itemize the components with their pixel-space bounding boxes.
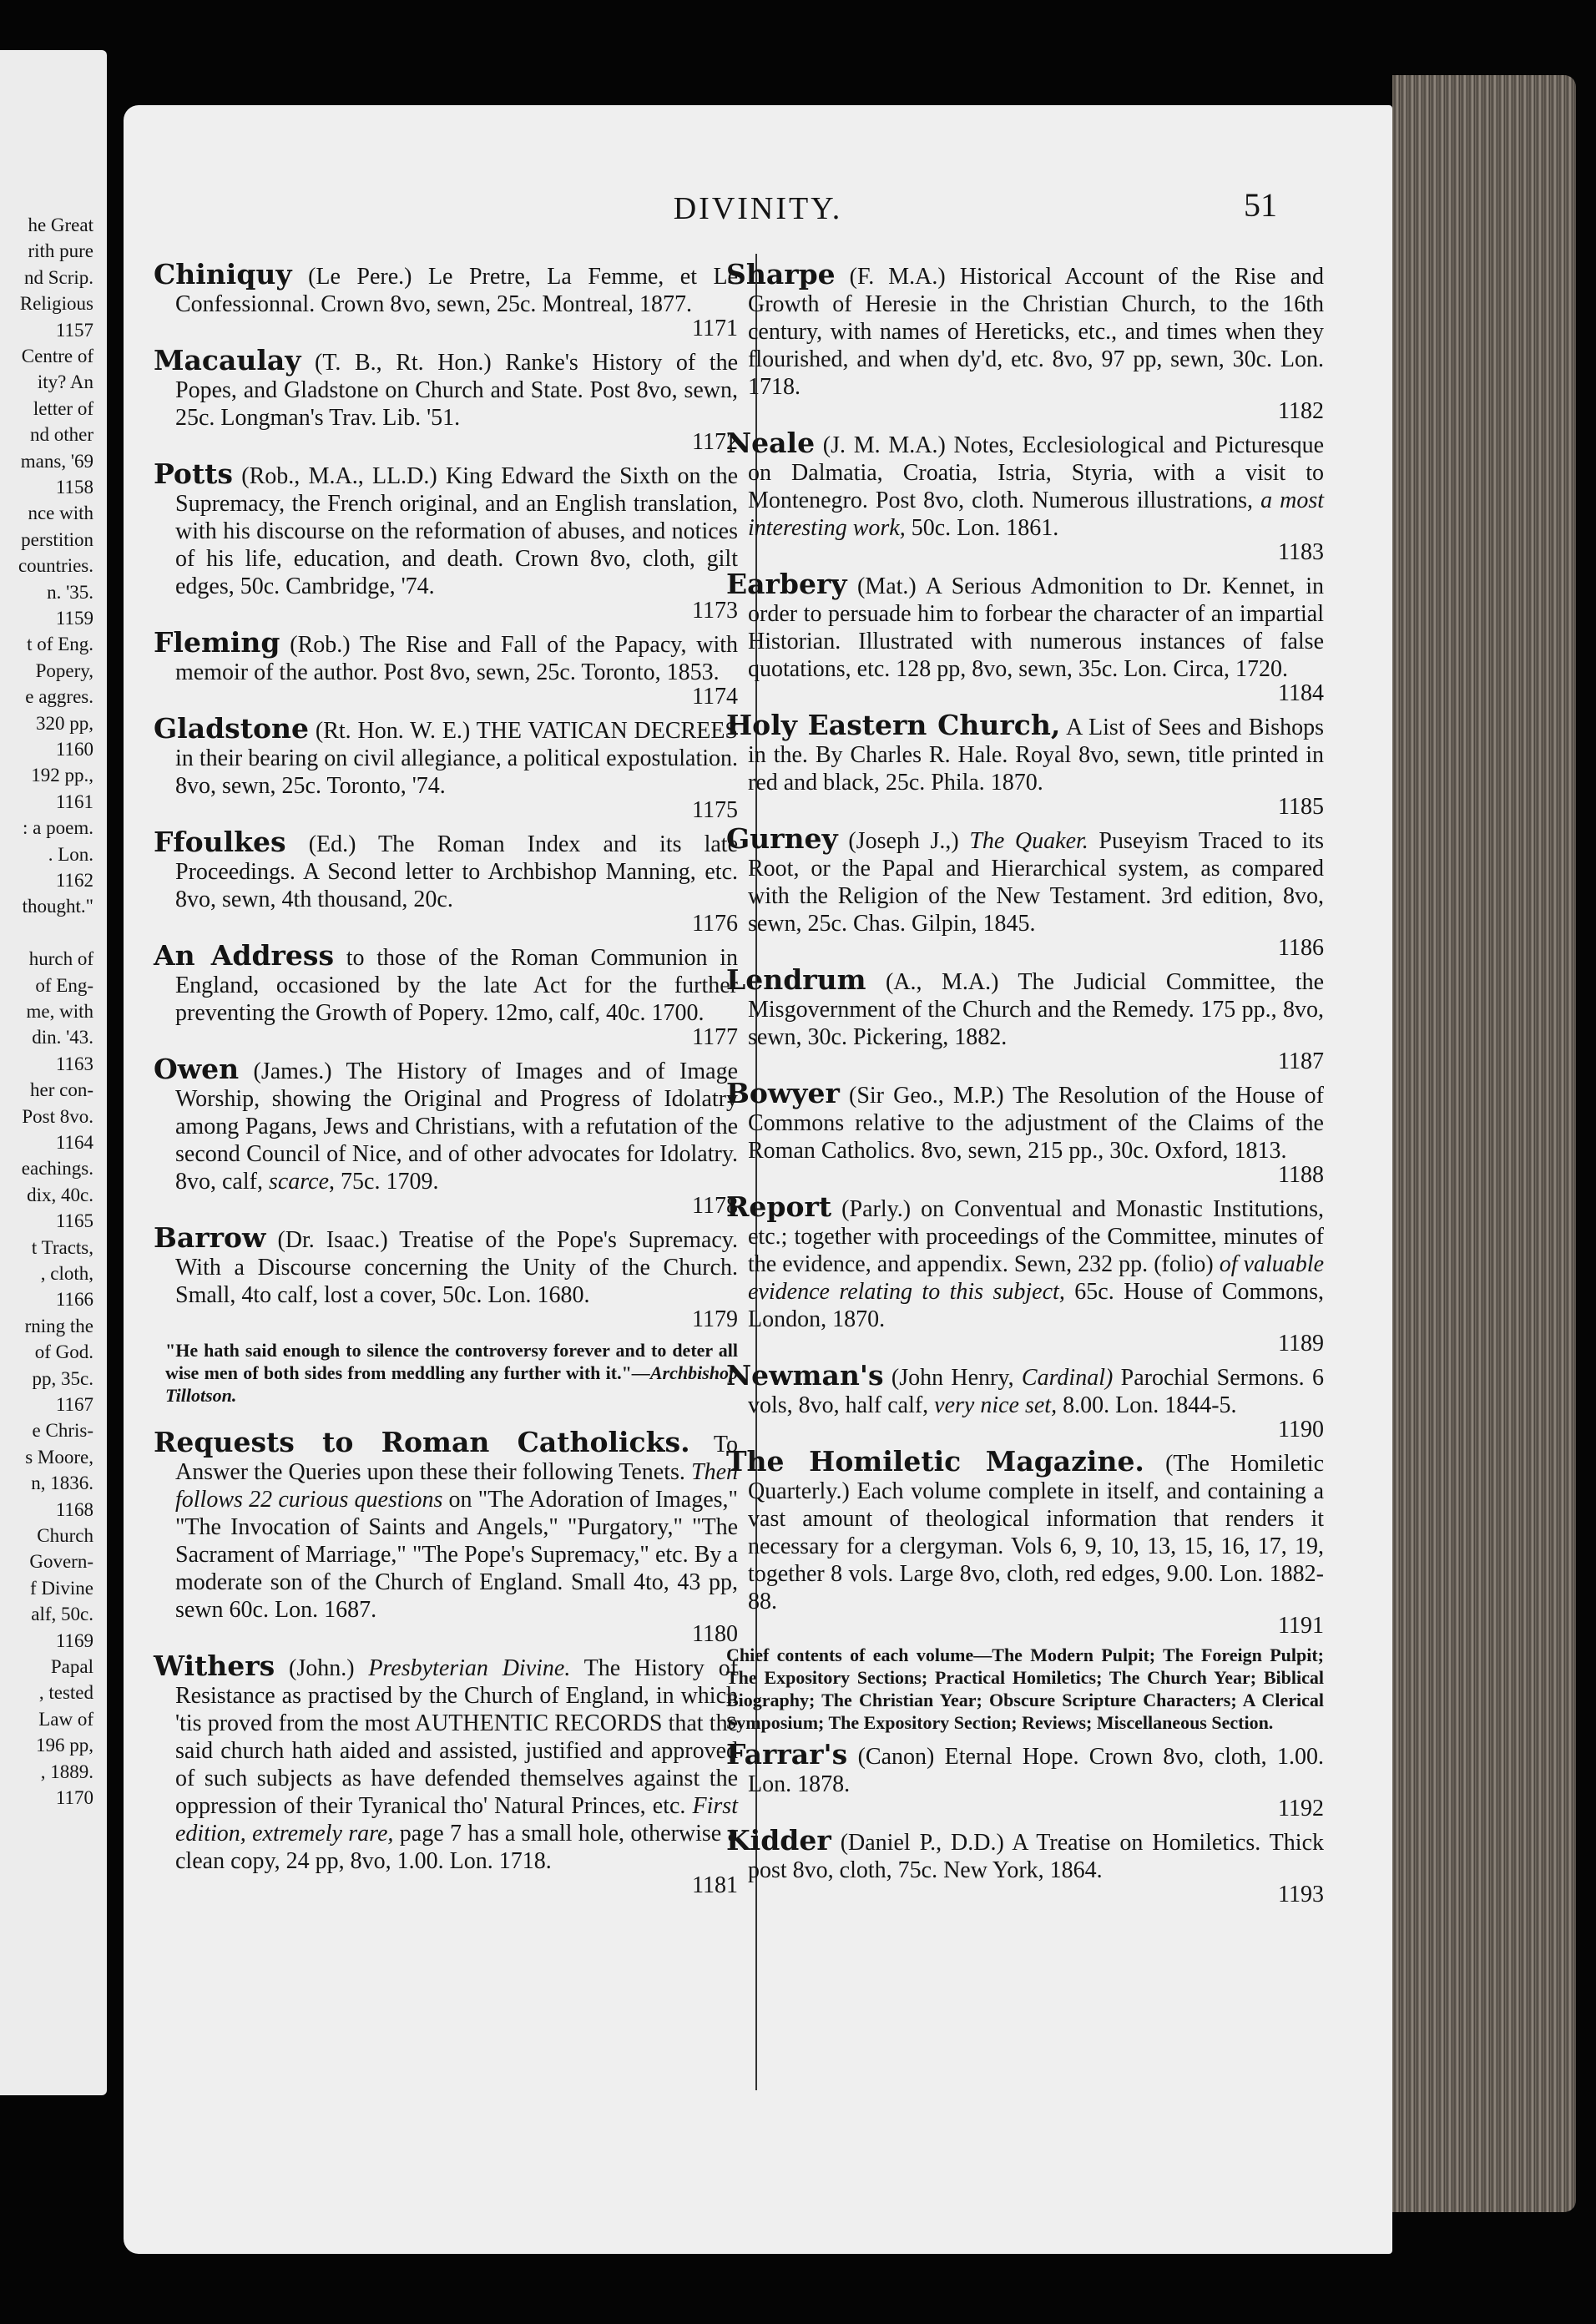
running-head: DIVINITY.	[673, 191, 843, 226]
catalog-entry	[726, 260, 1324, 424]
entry-number: 1190	[1278, 1417, 1324, 1442]
left-page-fragment: 1160	[55, 739, 93, 760]
left-page-fragment: 1159	[55, 608, 93, 629]
left-page-fragment: Religious	[19, 293, 93, 315]
entry-text: (Rob., M.A., LL.D.) King Edward the Sixth on the Supremacy, the French original, and an English translation, with his discourse on the reformation of abuses, and notices of his life, education, and death. Crown 8vo, cloth, gilt edges, 50c. Cambridge, '74.	[175, 463, 738, 599]
catalog-entry	[726, 429, 1324, 565]
catalog-entry	[726, 711, 1324, 820]
left-page-fragment: he Great	[28, 215, 93, 235]
left-page-fragment: Centre of	[21, 346, 93, 366]
left-page-fragment: mans, '69	[20, 450, 93, 472]
catalog-entry	[154, 1055, 738, 1219]
left-page-fragment: alf, 50c.	[31, 1604, 93, 1625]
entry-number: 1182	[1278, 398, 1324, 424]
entry-text: 65c. House of Commons, London, 1870.	[748, 1279, 1324, 1332]
catalog-entry	[726, 1447, 1324, 1734]
entry-text: 8.00. Lon. 1844-5.	[1057, 1392, 1237, 1418]
left-page-fragment: hurch of	[28, 948, 93, 970]
left-page-fragment: eachings.	[21, 1158, 93, 1180]
catalog-entry	[726, 1359, 1325, 1442]
entry-headword: Newman's	[726, 1359, 884, 1392]
entry-number: 1192	[1278, 1796, 1324, 1821]
entry-headword: Owen	[154, 1053, 240, 1085]
entry-number: 1193	[1278, 1882, 1324, 1907]
catalog-entry	[154, 457, 738, 624]
entry-headword: Barrow	[154, 1221, 266, 1254]
catalog-entry	[154, 1652, 738, 1898]
entry-headword: Lendrum	[726, 963, 866, 996]
left-page-fragment: perstition	[21, 528, 93, 550]
left-page-fragment: 1161	[55, 791, 93, 812]
entry-headword: Requests to Roman Catholicks.	[154, 1426, 690, 1458]
entry-italic-text: of valuable evidence relating to this subject,	[748, 1251, 1324, 1305]
entry-italic-text: very nice set,	[934, 1392, 1058, 1418]
entry-headword: Earbery	[726, 568, 847, 600]
catalog-entry	[726, 822, 1325, 961]
entry-text: (Le Pere.) Le Pretre, La Femme, et Le Confessionnal. Crown 8vo, sewn, 25c. Montreal, 1877.	[175, 264, 738, 317]
entry-number: 1175	[692, 797, 738, 823]
entry-headword: Bowyer	[726, 1077, 840, 1109]
catalog-entry	[726, 963, 1324, 1074]
entry-number: 1185	[1278, 794, 1324, 820]
entry-italic-text: The Quaker.	[969, 828, 1088, 854]
left-page-fragment: me, with	[26, 1001, 93, 1022]
left-page-fragment: thought."	[22, 896, 93, 917]
catalog-entry	[154, 1221, 738, 1407]
left-page-fragment: of Eng-	[35, 974, 93, 996]
left-page-fragment: n. '35.	[47, 581, 93, 603]
entry-quotation	[154, 1339, 738, 1407]
left-page-fragment: din. '43.	[32, 1027, 93, 1048]
catalog-entry	[154, 1428, 738, 1647]
left-column	[154, 260, 738, 1903]
left-page-fragment: rith pure	[28, 240, 93, 262]
catalog-entry	[726, 570, 1324, 706]
left-page-fragment: , tested	[38, 1682, 93, 1704]
entry-text: (Rob.) The Rise and Fall of the Papacy, with memoir of the author. Post 8vo, sewn, 25c. Toronto, 1853.	[175, 632, 739, 685]
entry-number: 1187	[1278, 1048, 1324, 1074]
entry-text: (James.) The History of Images and of Image Worship, showing the Original and Progress of Idolatry among Pagans, Jews and Christians, with a refutation of the second Council of Nice, and of other advocates for Idolatry. 8vo, calf,	[175, 1058, 738, 1195]
left-page-fragment: her con-	[30, 1079, 93, 1101]
left-page-fragment: pp, 35c.	[32, 1367, 93, 1389]
left-page-fragment: e aggres.	[25, 686, 93, 708]
left-page-fragment: Papal	[50, 1656, 93, 1677]
quotation-text: "He hath said enough to silence the controversy forever and to deter all wise men of both sides from meddling any further with it."	[165, 1340, 738, 1383]
entry-number: 1191	[1278, 1613, 1324, 1639]
left-page-fragment: t of Eng.	[27, 634, 93, 655]
left-page-fragment: of God.	[34, 1341, 93, 1363]
catalog-entry	[726, 1740, 1324, 1821]
entry-text: (F. M.A.) Historical Account of the Rise and Growth of Heresie in the Christian Church, to the 16th century, with names of Hereticks, etc., and times when they flourished, and when dy'd, etc. 8vo, 97 pp, sewn, 30c. Lon. 1718.	[748, 264, 1325, 400]
left-page-fragment: 1163	[55, 1053, 93, 1074]
entry-headword: Potts	[154, 457, 234, 490]
left-page-fragment: 1168	[55, 1498, 93, 1520]
left-page-fragment: nd Scrip.	[23, 266, 93, 288]
entry-headword: Sharpe	[726, 258, 836, 290]
left-page-fragment: 1158	[55, 477, 93, 498]
entry-number: 1176	[692, 911, 738, 937]
entry-text: (Rt. Hon. W. E.) THE VATICAN DECREES in their bearing on civil allegiance, a political expostulation. 8vo, sewn, 25c. Toronto, '74.	[175, 718, 738, 799]
left-page-fragment: 192 pp.,	[31, 765, 93, 786]
entry-headword: Holy Eastern Church,	[726, 709, 1061, 741]
left-page-fragment: , 1889.	[40, 1761, 93, 1782]
left-page-fragment: 320 pp,	[36, 712, 93, 734]
left-page-fragment: 1167	[55, 1394, 93, 1415]
left-page-fragment: . Lon.	[48, 843, 93, 865]
entry-text: page 7 has a small hole, otherwise a clean copy, 24 pp, 8vo, 1.00. Lon. 1718.	[175, 1821, 738, 1874]
catalog-entry	[154, 712, 738, 823]
catalog-entry	[726, 1190, 1324, 1357]
entry-number: 1177	[692, 1024, 738, 1050]
left-page-fragment: letter of	[33, 397, 93, 419]
entry-number: 1189	[1278, 1331, 1324, 1357]
catalog-entry	[154, 626, 739, 710]
entry-text: (J. M. M.A.) Notes, Ecclesiological and Picturesque on Dalmatia, Croatia, Istria, Styria, with a visit to Montenegro. Post 8vo, cloth. Numerous illustrations,	[748, 432, 1325, 513]
left-page-fragment: Popery,	[35, 659, 93, 681]
left-page-fragment: t Tracts,	[31, 1236, 93, 1258]
entry-text: The History of Resistance as practised by the Church of England, in which 'tis proved from the most AUTHENTIC RECORDS that the said church hath aided and assisted, justified and approved of such subjects as have defended themselves against the oppression of their Tyranical tho' Natural Princes, etc.	[175, 1655, 739, 1819]
entry-number: 1172	[692, 429, 738, 455]
left-page-fragment: Church	[37, 1525, 93, 1546]
entry-italic-text: Cardinal)	[1021, 1365, 1114, 1391]
entry-number: 1171	[692, 316, 738, 341]
quotation-attribution: —Archbishop Tillotson.	[165, 1362, 738, 1406]
book-page-edges	[1392, 75, 1576, 2212]
entry-number: 1184	[1278, 680, 1324, 706]
left-page-fragment: , cloth,	[40, 1263, 93, 1284]
entry-number: 1186	[1278, 935, 1324, 961]
entry-headword: Withers	[154, 1650, 275, 1682]
entry-text: on "The Adoration of Images," "The Invocation of Saints and Angels," "Purgatory," "The Sacrament of Marriage," "The Pope's Supremacy," etc. By a moderate son of the Church of England. Small 4to, 43 pp, sewn 60c. Lon. 1687.	[175, 1487, 738, 1623]
catalog-entry	[154, 346, 738, 455]
entry-text: (T. B., Rt. Hon.) Ranke's History of the Popes, and Gladstone on Church and State. Post 8vo, sewn, 25c. Longman's Trav. Lib. '51.	[175, 350, 738, 431]
entry-text: (John.)	[289, 1655, 369, 1681]
entry-italic-text: a most interesting work,	[748, 488, 1324, 541]
entry-headword: Farrar's	[726, 1738, 848, 1771]
entry-italic-text: Presbyterian Divine.	[368, 1655, 571, 1681]
left-page-fragment: e Chris-	[32, 1420, 93, 1442]
entry-text: (Mat.) A Serious Admonition to Dr. Kennet, in order to persuade him to forbear the character of an impartial Historian. Illustrated with numerous instances of false quotations, etc. 128 pp, 8vo, sewn, 35c. Lon. Circa, 1720.	[748, 573, 1324, 682]
left-page-fragment: dix, 40c.	[27, 1184, 93, 1205]
entry-contents-note: Chief contents of each volume—The Modern Pulpit; The Foreign Pulpit; The Expository Sections; Practical Homiletics; The Church Year; Biblical Biography; The Christian Year; Obscure Scripture Characters; A Clerical Symposium; The Expository Section; Reviews; Miscellaneous Section.	[726, 1644, 1324, 1733]
left-page-fragment: 1164	[55, 1132, 93, 1153]
left-page-fragment: nce with	[28, 503, 93, 524]
entry-number: 1178	[692, 1193, 738, 1219]
left-page-fragment: 1157	[55, 319, 93, 341]
catalog-entry	[726, 1826, 1324, 1907]
entry-text: A List of Sees and Bishops in the. By Charles R. Hale. Royal 8vo, sewn, title printed in red and black, 25c. Phila. 1870.	[748, 715, 1324, 796]
left-page-fragment: 1165	[55, 1210, 93, 1232]
entry-number: 1173	[692, 598, 738, 624]
catalog-entry	[726, 1079, 1324, 1188]
entry-text: (Parly.) on Conventual and Monastic Institutions, etc.; together with proceedings of the Committee, minutes of the evidence, and appendix. Sewn, 232 pp. (folio)	[748, 1196, 1324, 1277]
catalog-entry	[154, 939, 739, 1050]
entry-number: 1180	[692, 1621, 738, 1647]
entry-headword: Macaulay	[154, 344, 301, 376]
entry-text: (A., M.A.) The Judicial Committee, the Misgovernment of the Church and the Remedy. 175 pp., 8vo, sewn, 30c. Pickering, 1882.	[748, 969, 1324, 1050]
left-page-fragment: 196 pp,	[36, 1735, 93, 1756]
entry-text: (Joseph J.,)	[848, 828, 970, 854]
catalog-page	[124, 105, 1392, 2254]
entry-text: (Sir Geo., M.P.) The Resolution of the House of Commons relative to the adjustment of the Claims of the Roman Catholics. 8vo, sewn, 215 pp., 30c. Oxford, 1813.	[748, 1083, 1325, 1164]
right-column	[726, 260, 1324, 1912]
left-page-fragment: ity? An	[37, 371, 93, 393]
entry-number: 1183	[1278, 539, 1324, 565]
left-page-fragment: f Divine	[29, 1577, 93, 1599]
entry-number: 1174	[692, 684, 738, 710]
entry-text: (John Henry,	[891, 1365, 1022, 1391]
left-page-fragment: rning the	[24, 1315, 93, 1336]
entry-headword: Fleming	[154, 626, 280, 659]
entry-italic-text: scarce	[268, 1169, 330, 1195]
entry-italic-text: Then follows 22 curious questions	[175, 1459, 738, 1513]
entry-text: (Ed.) The Roman Index and its late Proceedings. A Second letter to Archbishop Manning, etc. 8vo, sewn, 4th thousand, 20c.	[175, 831, 739, 912]
page-number: 51	[1244, 186, 1277, 224]
entry-headword: Kidder	[726, 1824, 831, 1857]
entry-number: 1179	[692, 1306, 738, 1332]
entry-headword: The Homiletic Magazine.	[726, 1445, 1144, 1478]
entry-headword: Neale	[726, 427, 816, 459]
left-page-fragment: : a poem.	[23, 817, 93, 839]
left-page-fragment: n, 1836.	[31, 1473, 93, 1494]
left-page-fragment: countries.	[18, 555, 93, 577]
entry-text: To Answer the Queries upon these their following Tenets.	[175, 1432, 738, 1485]
entry-text: (Daniel P., D.D.) A Treatise on Homiletics. Thick post 8vo, cloth, 75c. New York, 1864.	[748, 1830, 1324, 1883]
left-facing-page	[0, 50, 107, 2095]
catalog-entry	[154, 828, 738, 937]
entry-text: to those of the Roman Communion in England, occasioned by the late Act for the further preventing the Growth of Popery. 12mo, calf, 40c. 1700.	[175, 945, 739, 1026]
entry-text: (The Homiletic Quarterly.) Each volume complete in itself, and containing a vast amount of theological information that renders it necessary for a clergyman. Vols 6, 9, 10, 13, 15, 16, 17, 19, together 8 vols. Large 8vo, cloth, red edges, 9.00. Lon. 1882-88.	[748, 1451, 1325, 1614]
entry-headword: An Address	[154, 939, 335, 972]
entry-number: 1188	[1278, 1162, 1324, 1188]
entry-number: 1181	[692, 1872, 738, 1898]
left-page-fragment: 1170	[55, 1787, 93, 1808]
entry-italic-text: First edition, extremely rare,	[175, 1793, 738, 1847]
left-page-fragment: 1166	[55, 1289, 93, 1311]
left-page-fragment: s Moore,	[25, 1446, 93, 1468]
entry-text: (Dr. Isaac.) Treatise of the Pope's Supremacy. With a Discourse concerning the Unity of the Church. Small, 4to calf, lost a cover, 50c. Lon. 1680.	[175, 1227, 738, 1308]
entry-text: , 75c. 1709.	[329, 1169, 439, 1195]
entry-headword: Gurney	[726, 822, 838, 855]
entry-text: Parochial Sermons. 6 vols, 8vo, half calf,	[748, 1365, 1325, 1418]
entry-headword: Gladstone	[154, 712, 309, 745]
entry-text: (Canon) Eternal Hope. Crown 8vo, cloth, 1.00. Lon. 1878.	[748, 1744, 1325, 1797]
left-page-fragment: 1162	[55, 870, 93, 891]
entry-text: 50c. Lon. 1861.	[905, 515, 1059, 541]
left-page-fragment: Law of	[38, 1708, 93, 1730]
entry-headword: Report	[726, 1190, 832, 1223]
left-page-fragment: nd other	[29, 424, 93, 446]
left-page-fragment: Post 8vo.	[22, 1105, 93, 1127]
entry-text: Puseyism Traced to its Root, or the Papal and Hierarchical system, as compared with the Religion of the New Testament. 3rd edition, 8vo, sewn, 25c. Chas. Gilpin, 1845.	[748, 828, 1325, 937]
entry-headword: Chiniquy	[154, 258, 292, 290]
catalog-entry	[154, 260, 738, 341]
left-page-fragment: 1169	[55, 1629, 93, 1651]
left-page-fragment: Govern-	[29, 1551, 93, 1573]
entry-headword: Ffoulkes	[154, 826, 286, 858]
